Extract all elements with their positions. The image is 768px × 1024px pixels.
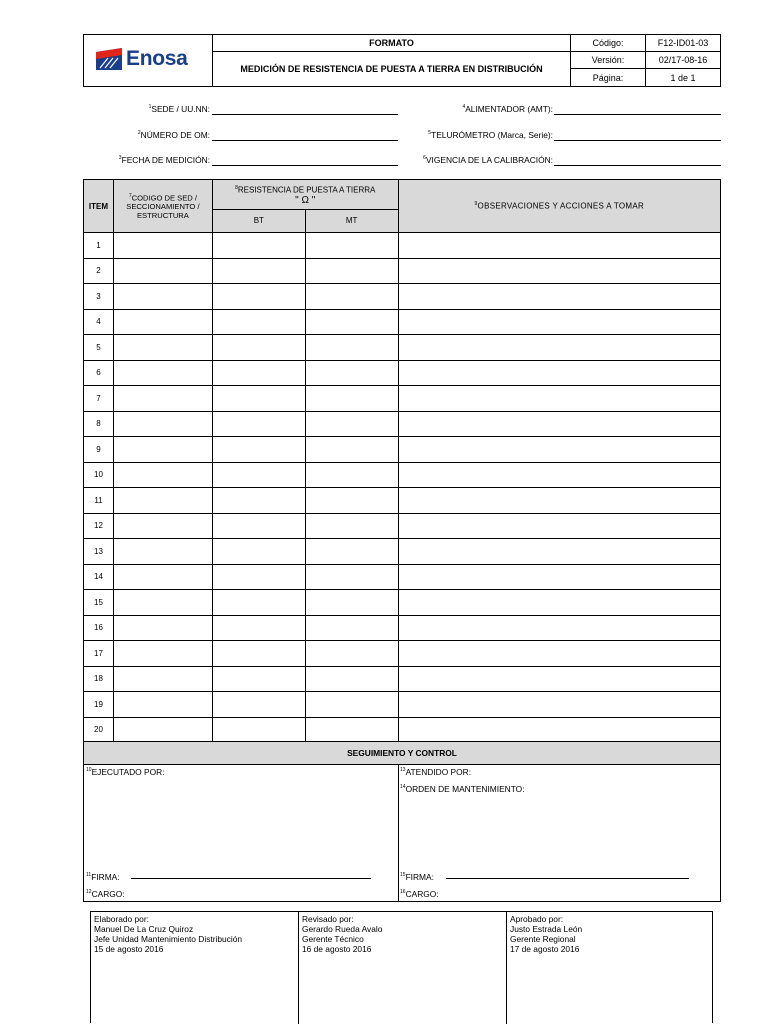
bt-cell[interactable] [212,564,305,590]
pagina-label: Página: [571,69,646,87]
bt-cell[interactable] [212,641,305,667]
logo-text: Enosa [126,47,188,70]
observaciones-cell[interactable] [398,564,720,590]
cargo-atendido-label: $^{16}$CARGO: [400,889,439,899]
alimentador-field[interactable] [554,114,721,115]
elaborado-name: Manuel De La Cruz Quiroz [94,924,194,934]
mt-cell[interactable] [305,641,398,667]
sede-label: $^1$SEDE / UU.NN: [148,104,210,114]
mt-cell[interactable] [305,462,398,488]
codigo-cell[interactable] [113,462,212,488]
elaborado-role: Jefe Unidad Mantenimiento Distribución [94,934,243,944]
table-row [84,258,721,284]
observaciones-cell[interactable] [398,411,720,437]
seguimiento-title: SEGUIMIENTO Y CONTROL [84,742,720,765]
bt-cell[interactable] [212,717,305,743]
measurement-table [83,179,721,743]
seguimiento-section [83,741,721,902]
codigo-cell[interactable] [113,284,212,310]
observaciones-cell[interactable] [398,360,720,386]
item-number: 20 [84,717,114,743]
mt-cell[interactable] [305,233,398,259]
codigo-cell[interactable] [113,386,212,412]
vigencia-label: $^6$VIGENCIA DE LA CALIBRACIÓN: [423,155,553,165]
table-row [84,717,721,743]
observaciones-cell[interactable] [398,386,720,412]
codigo-cell[interactable] [113,233,212,259]
observaciones-cell[interactable] [398,666,720,692]
item-number: 3 [84,284,114,310]
table-row [84,309,721,335]
codigo-cell[interactable] [113,488,212,514]
table-row [84,386,721,412]
cargo-ejecutado-label: $^{12}$CARGO: [86,889,125,899]
sede-field[interactable] [212,114,398,115]
item-number: 14 [84,564,114,590]
observaciones-cell[interactable] [398,539,720,565]
firma-ejecutado-field[interactable] [131,878,371,879]
bt-cell[interactable] [212,488,305,514]
logo-cell [84,35,213,87]
table-row [84,233,721,259]
bt-cell[interactable] [212,437,305,463]
mt-cell[interactable] [305,360,398,386]
mt-cell[interactable] [305,666,398,692]
orden-label: $^{14}$ORDEN DE MANTENIMIENTO: [400,784,525,794]
telurometro-label: $^5$TELURÓMETRO (Marca, Serie): [428,130,553,140]
mt-cell[interactable] [305,692,398,718]
table-row [84,335,721,361]
item-number: 7 [84,386,114,412]
firma-atendido-label: $^{15}$FIRMA: [400,872,434,882]
observaciones-cell[interactable] [398,437,720,463]
codigo-cell[interactable] [113,309,212,335]
codigo-label: Código: [571,35,646,52]
version-label: Versión: [571,52,646,69]
bt-cell[interactable] [212,360,305,386]
atendido-label: $^{13}$ATENDIDO POR: [400,767,472,777]
bt-cell[interactable] [212,386,305,412]
bt-cell[interactable] [212,233,305,259]
col-observaciones-header: $^9$OBSERVACIONES Y ACCIONES A TOMAR [398,180,720,233]
table-row [84,513,721,539]
observaciones-cell[interactable] [398,641,720,667]
format-label: FORMATO [213,35,571,52]
bt-cell[interactable] [212,692,305,718]
document-header [83,34,721,87]
observaciones-cell[interactable] [398,284,720,310]
elaborado-label: Elaborado por: [94,914,149,924]
bt-cell[interactable] [212,309,305,335]
mt-cell[interactable] [305,488,398,514]
col-resistencia-header: $^8$RESISTENCIA DE PUESTA A TIERRA " Ω " [212,180,398,210]
revisado-label: Revisado por: [302,914,354,924]
item-number: 19 [84,692,114,718]
elaborado-block [91,912,299,1024]
table-row [84,539,721,565]
telurometro-field[interactable] [554,140,721,141]
seguimiento-divider [398,764,399,902]
bt-cell[interactable] [212,462,305,488]
col-item-header: ITEM [84,180,114,233]
observaciones-cell[interactable] [398,717,720,743]
revisado-name: Gerardo Rueda Avalo [302,924,383,934]
version-value: 02/17-08-16 [646,52,721,69]
enosa-logo [94,46,202,72]
table-row [84,360,721,386]
bt-cell[interactable] [212,590,305,616]
observaciones-cell[interactable] [398,692,720,718]
codigo-cell[interactable] [113,641,212,667]
item-number: 13 [84,539,114,565]
revisado-block [299,912,507,1024]
item-number: 11 [84,488,114,514]
table-row [84,641,721,667]
codigo-cell[interactable] [113,360,212,386]
mt-cell[interactable] [305,411,398,437]
mt-cell[interactable] [305,386,398,412]
item-number: 1 [84,233,114,259]
fecha-label: $^3$FECHA DE MEDICIÓN: [118,155,210,165]
revisado-role: Gerente Técnico [302,934,364,944]
item-number: 10 [84,462,114,488]
table-row [84,411,721,437]
document-title: MEDICIÓN DE RESISTENCIA DE PUESTA A TIERRA EN DISTRIBUCIÓN [213,52,571,87]
observaciones-cell[interactable] [398,335,720,361]
bt-cell[interactable] [212,335,305,361]
ejecutado-label: $^{10}$EJECUTADO POR: [86,767,165,777]
revisado-date: 16 de agosto 2016 [302,944,372,954]
observaciones-cell[interactable] [398,488,720,514]
mt-cell[interactable] [305,309,398,335]
pagina-value: 1 de 1 [646,69,721,87]
table-row [84,564,721,590]
codigo-cell[interactable] [113,513,212,539]
observaciones-cell[interactable] [398,462,720,488]
table-row [84,692,721,718]
table-row [84,590,721,616]
mt-cell[interactable] [305,284,398,310]
codigo-value: F12-ID01-03 [646,35,721,52]
codigo-cell[interactable] [113,692,212,718]
table-row [84,488,721,514]
mt-cell[interactable] [305,513,398,539]
om-field[interactable] [212,140,398,141]
codigo-cell[interactable] [113,564,212,590]
codigo-cell[interactable] [113,539,212,565]
mt-cell[interactable] [305,539,398,565]
bt-cell[interactable] [212,284,305,310]
item-number: 2 [84,258,114,284]
mt-cell[interactable] [305,335,398,361]
bt-cell[interactable] [212,411,305,437]
codigo-cell[interactable] [113,615,212,641]
aprobado-role: Gerente Regional [510,934,576,944]
alimentador-label: $^4$ALIMENTADOR (AMT): [462,104,553,114]
aprobado-label: Aprobado por: [510,914,564,924]
fecha-field[interactable] [212,165,398,166]
table-row [84,666,721,692]
bt-cell[interactable] [212,258,305,284]
observaciones-cell[interactable] [398,258,720,284]
table-row [84,284,721,310]
item-number: 17 [84,641,114,667]
item-number: 15 [84,590,114,616]
bt-cell[interactable] [212,615,305,641]
aprobado-name: Justo Estrada León [510,924,583,934]
table-row [84,437,721,463]
firma-ejecutado-label: $^{11}$FIRMA: [86,872,120,882]
mt-cell[interactable] [305,258,398,284]
mt-cell[interactable] [305,615,398,641]
enosa-logo-icon [94,46,124,72]
table-row [84,615,721,641]
bt-cell[interactable] [212,513,305,539]
aprobado-block [507,912,712,1024]
vigencia-field[interactable] [554,165,721,166]
codigo-cell[interactable] [113,666,212,692]
col-codigo-header: $^7$CODIGO DE SED / SECCIONAMIENTO / ESTRUCTURA [113,180,212,233]
codigo-cell[interactable] [113,717,212,743]
item-number: 16 [84,615,114,641]
codigo-cell[interactable] [113,411,212,437]
bt-cell[interactable] [212,666,305,692]
item-number: 6 [84,360,114,386]
col-bt-header: BT [212,209,305,232]
observaciones-cell[interactable] [398,309,720,335]
bt-cell[interactable] [212,539,305,565]
mt-cell[interactable] [305,564,398,590]
om-label: $^2$NÚMERO DE OM: [137,130,210,140]
mt-cell[interactable] [305,717,398,743]
observaciones-cell[interactable] [398,233,720,259]
observaciones-cell[interactable] [398,590,720,616]
col-mt-header: MT [305,209,398,232]
approval-footer [90,911,713,1023]
elaborado-date: 15 de agosto 2016 [94,944,164,954]
mt-cell[interactable] [305,590,398,616]
aprobado-date: 17 de agosto 2016 [510,944,580,954]
observaciones-cell[interactable] [398,615,720,641]
codigo-cell[interactable] [113,258,212,284]
item-number: 5 [84,335,114,361]
item-number: 9 [84,437,114,463]
codigo-cell[interactable] [113,590,212,616]
codigo-cell[interactable] [113,335,212,361]
codigo-cell[interactable] [113,437,212,463]
item-number: 12 [84,513,114,539]
item-number: 4 [84,309,114,335]
item-number: 18 [84,666,114,692]
table-row [84,462,721,488]
mt-cell[interactable] [305,437,398,463]
observaciones-cell[interactable] [398,513,720,539]
firma-atendido-field[interactable] [446,878,689,879]
item-number: 8 [84,411,114,437]
